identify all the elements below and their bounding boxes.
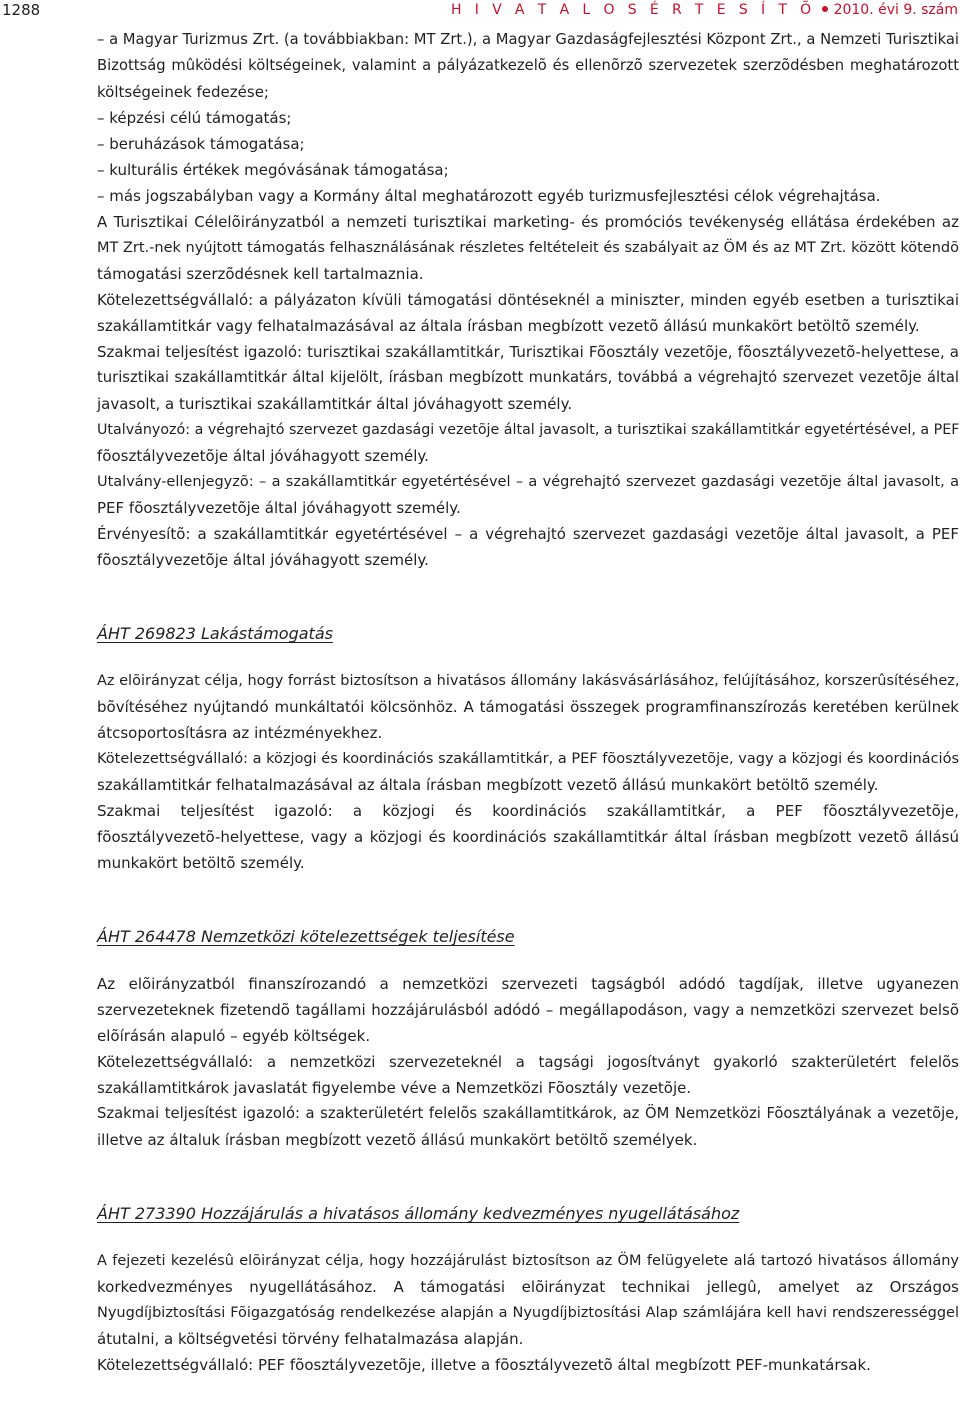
- text-line: illetve az általuk írásban megbízott vezetõ állású munkakört betöltõ személyek.: [97, 1131, 698, 1149]
- text-line: szakállamtitkár felhatalmazásával az általa írásban megbízott vezetõ állású munkakört betöltõ személy.: [97, 776, 879, 794]
- bullet-dot-icon: [822, 6, 828, 12]
- text-line: átutalni, a költségvetési törvény felhatalmazása alapján.: [97, 1330, 524, 1348]
- text-line: Nyugdíjbiztosítási Fõigazgatóság rendelkezése alapján a Nyugdíjbiztosítási Alap számlájára kell havi rendszerességgel: [97, 1305, 959, 1321]
- text-line: korkedvezményes nyugellátásához. A támogatási elõirányzat technikai jellegû, amelyet az Országos: [97, 1278, 959, 1296]
- section-intro: [97, 27, 959, 573]
- text-line: A fejezeti kezelésû elõirányzat célja, hogy hozzájárulást biztosítson az ÖM felügyelete alá tartozó hivatásos állomány: [97, 1253, 959, 1269]
- section-nemzetkozi: [97, 924, 959, 1153]
- text-line: Szakmai teljesítést igazoló: a szakterületért felelõs szakállamtitkárok, az ÖM Nemzetközi Fõosztályának a vezetõje,: [97, 1105, 959, 1122]
- text-line: Bizottság mûködési költségeinek, valamint a pályázatkezelõ és ellenõrzõ szervezetek szerzõdésben meghatározott: [97, 57, 959, 74]
- text-line: szakállamtitkár vagy felhatalmazásával az általa írásban megbízott vezetõ állású munkakört betöltõ személy.: [97, 317, 920, 335]
- text-line: fõosztályvezetõje által jóváhagyott személy.: [97, 551, 429, 569]
- text-line: Kötelezettségvállaló: PEF fõosztályvezetõje, illetve a fõosztályvezetõ által megbízott PEF-munkatársak.: [97, 1356, 871, 1374]
- text-line: Érvényesítõ: a szakállamtitkár egyetértésével – a végrehajtó szervezet gazdasági vezetõje által javasolt, a PEF: [97, 525, 959, 543]
- text-line: A Turisztikai Célelõirányzatból a nemzeti turisztikai marketing- és promóciós tevékenység ellátása érdekében az: [97, 213, 959, 231]
- text-line: PEF fõosztályvezetõje által jóváhagyott személy.: [97, 499, 461, 517]
- journal-header: [451, 0, 958, 20]
- section-heading: ÁHT 269823 Lakástámogatás: [97, 624, 333, 643]
- page-body: [97, 27, 959, 1378]
- issue-label: 2010. évi 9. szám: [833, 2, 958, 18]
- journal-title: H I V A T A L O S É R T E S Í T Õ: [450, 2, 816, 18]
- text-line: Kötelezettségvállaló: a közjogi és koordinációs szakállamtitkár, a PEF fõosztályvezetõje, vagy a közjogi és koordinációs: [97, 751, 959, 767]
- text-line: szervezeteknek fizetendõ tagállami hozzájárulásból adódó – megállapodáson, vagy a nemzetközi szervezet belsõ: [97, 1001, 959, 1019]
- text-line: költségeinek fedezése;: [97, 83, 269, 101]
- text-line: Utalvány-ellenjegyzõ: – a szakállamtitkár egyetértésével – a végrehajtó szervezet gazdasági vezetõje által javasolt, a: [97, 474, 959, 490]
- section-heading: ÁHT 264478 Nemzetközi kötelezettségek teljesítése: [97, 927, 515, 946]
- text-line: – a Magyar Turizmus Zrt. (a továbbiakban: MT Zrt.), a Magyar Gazdaságfejlesztési Központ Zrt., a Nemzeti Turisztikai: [97, 31, 959, 48]
- page-number: 1288: [2, 1, 41, 19]
- text-line: támogatási szerzõdésnek kell tartalmaznia.: [97, 265, 424, 283]
- section-heading: ÁHT 273390 Hozzájárulás a hivatásos állomány kedvezményes nyugellátásához: [97, 1204, 740, 1223]
- page-header: [0, 0, 960, 24]
- text-line: átcsoportosításra az intézményekhez.: [97, 724, 383, 742]
- text-line: munkakört betöltõ személy.: [97, 854, 305, 872]
- text-line: Az elõirányzatból finanszírozandó a nemzetközi szervezeti tagságból adódó tagdíjak, illetve ugyanezen: [97, 975, 959, 993]
- text-line: szakállamtitkárok javaslatát figyelembe véve a Nemzetközi Fõosztály vezetõje.: [97, 1079, 692, 1097]
- list-item: – beruházások támogatása;: [97, 135, 305, 153]
- text-line: bõvítéséhez nyújtandó munkáltatói kölcsönhöz. A támogatási összegek programfinanszírozás keretében kerülnek: [97, 698, 959, 716]
- text-line: turisztikai szakállamtitkár által kijelölt, írásban megbízott munkatárs, továbbá a végrehajtó szervezet vezetõje által: [97, 369, 959, 386]
- text-line: fõosztályvezetõ-helyettese, vagy a közjogi és koordinációs szakállamtitkár által írásban megbízott vezetõ állású: [97, 828, 959, 846]
- section-nyugellatas: [97, 1201, 959, 1378]
- list-item: – képzési célú támogatás;: [97, 109, 292, 127]
- list-item: – más jogszabályban vagy a Kormány által meghatározott egyéb turizmusfejlesztési célok végrehajtása.: [97, 187, 881, 205]
- section-lakastamogatas: [97, 621, 959, 876]
- text-line: Szakmai teljesítést igazoló: a közjogi és koordinációs szakállamtitkár, a PEF fõosztályvezetõje,: [97, 802, 959, 820]
- text-line: Utalványozó: a végrehajtó szervezet gazdasági vezetõje által javasolt, a turisztikai szakállamtitkár egyetértésével, a PEF: [97, 422, 960, 438]
- text-line: fõosztályvezetõje által jóváhagyott személy.: [97, 447, 429, 465]
- text-line: javasolt, a turisztikai szakállamtitkár által jóváhagyott személy.: [97, 395, 573, 413]
- text-line: Kötelezettségvállaló: a pályázaton kívüli támogatási döntéseknél a miniszter, minden egyéb esetben a turisztikai: [97, 291, 959, 309]
- text-line: Kötelezettségvállaló: a nemzetközi szervezeteknél a tagsági jogosítványt gyakorló szakterületért felelõs: [97, 1053, 959, 1071]
- text-line: MT Zrt.-nek nyújtott támogatás felhasználásának részletes feltételeit és szabályait az ÖM és az MT Zrt. között kötendõ: [97, 240, 959, 256]
- text-line: Az elõirányzat célja, hogy forrást biztosítson a hivatásos állomány lakásvásárlásához, felújításához, korszerûsítéséhez,: [97, 673, 960, 689]
- text-line: elõírásán alapuló – egyéb költségek.: [97, 1027, 371, 1045]
- list-item: – kulturális értékek megóvásának támogatása;: [97, 161, 449, 179]
- text-line: Szakmai teljesítést igazoló: turisztikai szakállamtitkár, Turisztikai Fõosztály vezetõje, fõosztályvezetõ-helyettese, a: [97, 343, 959, 361]
